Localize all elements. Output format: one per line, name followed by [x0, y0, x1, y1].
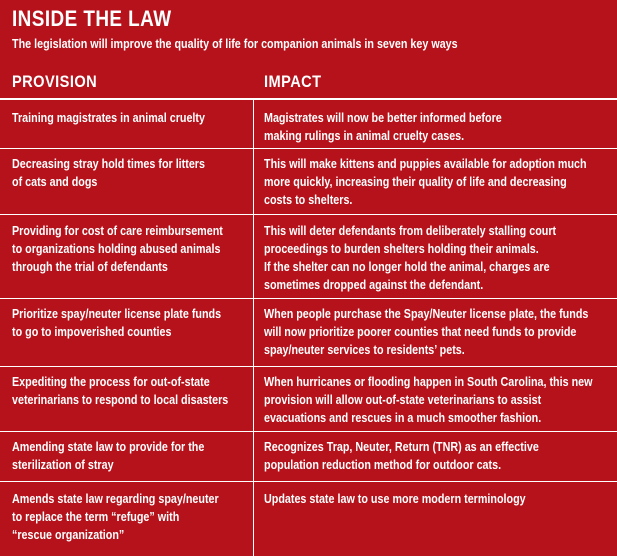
impact-column-header: IMPACT	[264, 72, 322, 91]
row-divider	[0, 148, 617, 149]
impact-cell: Updates state law to use more modern terminology	[264, 492, 526, 506]
provision-column-header: PROVISION	[12, 72, 98, 91]
page-subtitle: The legislation will improve the quality of life for companion animals in seven key ways	[12, 37, 458, 51]
impact-cell: When people purchase the Spay/Neuter license plate, the funds will now prioritize poorer counties that need funds to provide spay/neuter services to residents’ pets.	[264, 307, 589, 357]
column-divider	[253, 100, 254, 556]
impact-cell: Recognizes Trap, Neuter, Return (TNR) as an effective population reduction method for outdoor cats.	[264, 440, 539, 472]
provision-cell: Providing for cost of care reimbursement to organizations holding abused animals through the trial of defendants	[12, 224, 223, 274]
provision-cell: Decreasing stray hold times for litters of cats and dogs	[12, 157, 205, 189]
row-divider	[0, 366, 617, 367]
impact-cell: When hurricanes or flooding happen in South Carolina, this new provision will allow out-of-state veterinarians to assist evacuations and rescues in a much smoother fashion.	[264, 375, 593, 425]
impact-cell: This will deter defendants from deliberately stalling court proceedings to burden shelters holding their animals. If the shelter can no longer hold the animal, charges are sometimes dropped against the defendant.	[264, 224, 557, 292]
provision-cell: Training magistrates in animal cruelty	[12, 111, 205, 125]
row-divider	[0, 431, 617, 432]
header-divider	[0, 98, 617, 100]
provision-cell: Amending state law to provide for the sterilization of stray	[12, 440, 205, 472]
row-divider	[0, 214, 617, 215]
page-title: INSIDE THE LAW	[12, 6, 172, 31]
row-divider	[0, 481, 617, 482]
row-divider	[0, 298, 617, 299]
impact-cell: Magistrates will now be better informed before making rulings in animal cruelty cases.	[264, 111, 502, 143]
provision-cell: Amends state law regarding spay/neuter to replace the term “refuge” with “rescue organization”	[12, 492, 219, 542]
provision-cell: Expediting the process for out-of-state veterinarians to respond to local disasters	[12, 375, 229, 407]
provision-cell: Prioritize spay/neuter license plate funds to go to impoverished counties	[12, 307, 222, 339]
impact-cell: This will make kittens and puppies available for adoption much more quickly, increasing their quality of life and decreasing costs to shelters.	[264, 157, 587, 207]
